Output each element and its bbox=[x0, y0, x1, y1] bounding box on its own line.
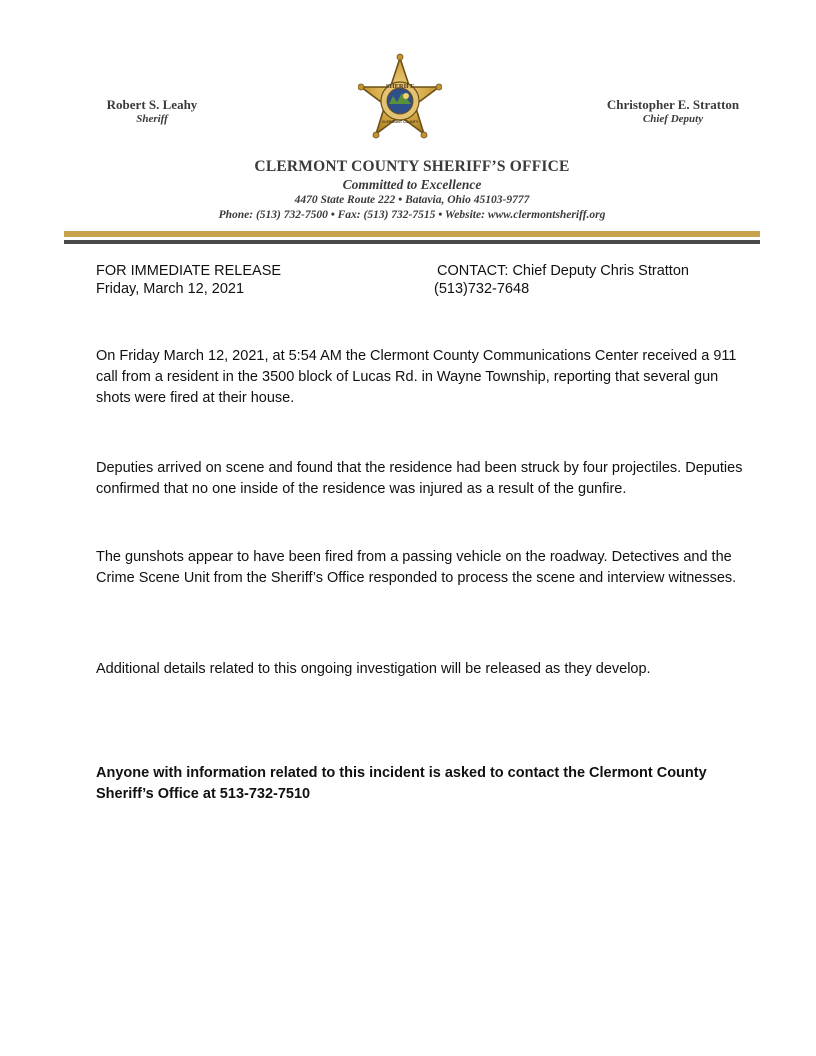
header-rule-gold bbox=[64, 231, 760, 237]
org-motto: Committed to Excellence bbox=[342, 177, 482, 192]
body-paragraph: On Friday March 12, 2021, at 5:54 AM the Clermont County Communications Center received a 911 call from a resident in the 3500 block of Lucas Rd. in Wayne Township, reporting that several gun shots were fired at their house. bbox=[96, 348, 737, 406]
sheriff-star-badge-icon bbox=[358, 52, 442, 152]
body-paragraph: The gunshots appear to have been fired from a passing vehicle on the roadway. Detectives and the Crime Scene Unit from the Sheriff’s Office responded to process the scene and interview witnesses. bbox=[96, 549, 737, 586]
chief-deputy-block bbox=[588, 97, 758, 126]
chief-deputy-title: Chief Deputy bbox=[642, 113, 704, 125]
contact-info bbox=[434, 262, 689, 298]
org-contact-line: Phone: (513) 732-7500 • Fax: (513) 732-7515 • Website: www.clermontsheriff.org bbox=[218, 209, 606, 221]
badge-text: SHERIFF bbox=[385, 83, 415, 90]
tip-line-paragraph: Anyone with information related to this incident is asked to contact the Clermont County Sheriff’s Office at 513-732-7510 bbox=[96, 765, 707, 802]
sheriff-title: Sheriff bbox=[136, 113, 168, 125]
badge-ring-text: CLERMONT COUNTY bbox=[381, 120, 419, 124]
sheriff-name: Robert S. Leahy bbox=[106, 97, 198, 112]
org-name: CLERMONT COUNTY SHERIFF’S OFFICE bbox=[254, 158, 570, 175]
contact-phone: (513)732-7648 bbox=[434, 281, 530, 297]
sheriff-block bbox=[92, 97, 212, 126]
org-header bbox=[140, 157, 684, 223]
release-date: Friday, March 12, 2021 bbox=[96, 281, 245, 297]
header-rule-dark bbox=[64, 240, 760, 244]
contact-name: CONTACT: Chief Deputy Chris Stratton bbox=[437, 263, 689, 279]
chief-deputy-name: Christopher E. Stratton bbox=[606, 97, 740, 112]
body-paragraph: Deputies arrived on scene and found that the residence had been struck by four projectiles. Deputies confirmed that no one inside of the residence was injured as a result of the gunfire. bbox=[96, 460, 743, 497]
body-paragraph: Additional details related to this ongoing investigation will be released as they develop. bbox=[96, 661, 651, 677]
org-address: 4470 State Route 222 • Batavia, Ohio 45103-9777 bbox=[294, 194, 530, 206]
release-info bbox=[96, 262, 281, 298]
release-type: FOR IMMEDIATE RELEASE bbox=[96, 263, 282, 279]
